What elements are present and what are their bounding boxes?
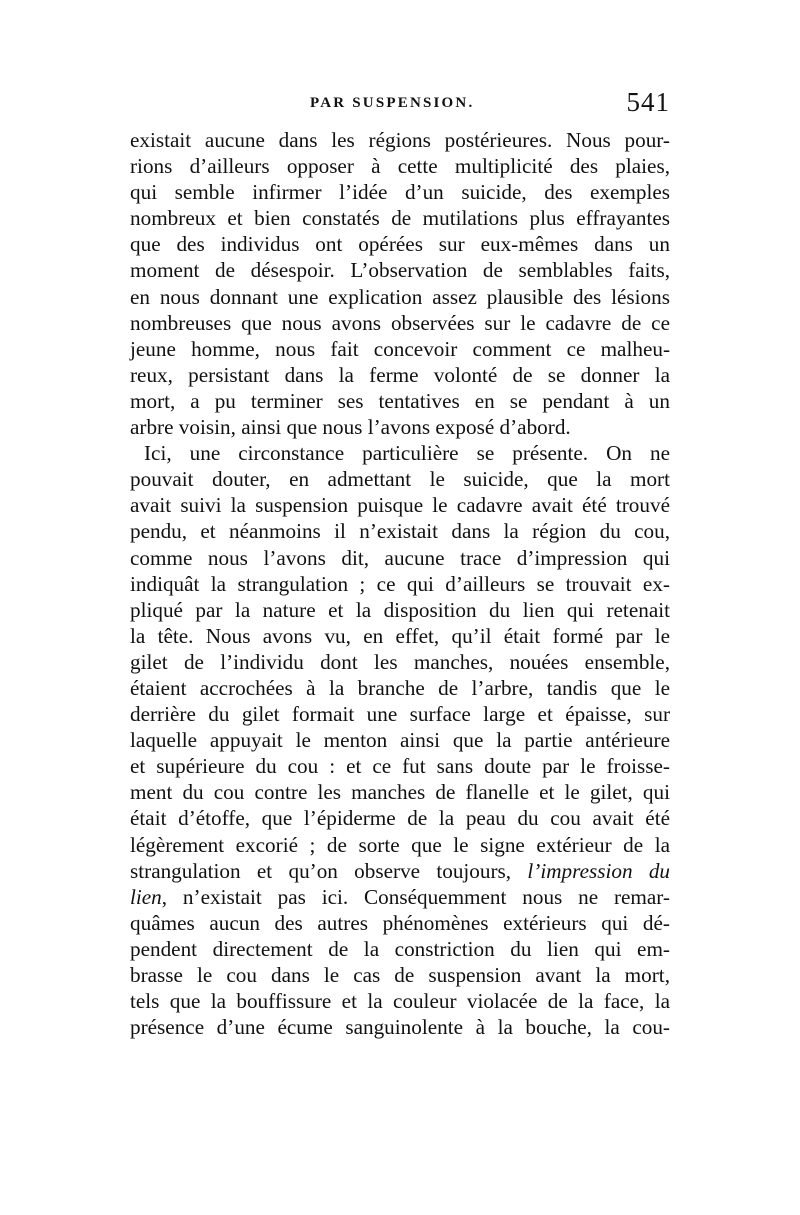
text-line: présence d’une écume sanguinolente à la bouche, la cou- xyxy=(130,1015,670,1040)
text-line: comme nous l’avons dit, aucune trace d’impression qui xyxy=(130,545,670,570)
page-header xyxy=(135,87,670,125)
text-line: que des individus ont opérées sur eux-mêmes dans un xyxy=(130,232,670,257)
page-number: 541 xyxy=(626,87,670,117)
text-line: pendent directement de la constriction du lien qui em- xyxy=(130,936,670,961)
text-line: arbre voisin, ainsi que nous l’avons exposé d’abord. xyxy=(130,415,571,440)
text-line: avait suivi la suspension puisque le cadavre avait été trouvé xyxy=(130,493,670,518)
body-text xyxy=(130,127,670,1040)
text-line: étaient accrochées à la branche de l’arbre, tandis que le xyxy=(130,675,670,700)
text-fragment: , n’existait pas ici. Conséquemment nous ne remar- xyxy=(161,884,670,909)
text-line: rions d’ailleurs opposer à cette multiplicité des plaies, xyxy=(130,154,670,179)
text-line: qui semble infirmer l’idée d’un suicide, des exemples xyxy=(130,180,670,205)
text-line: nombreux et bien constatés de mutilations plus effrayantes xyxy=(130,206,670,231)
text-line: pendu, et néanmoins il n’existait dans la région du cou, xyxy=(130,519,670,544)
text-line xyxy=(130,858,670,884)
text-line: moment de désespoir. L’observation de semblables faits, xyxy=(130,258,670,283)
text-line: jeune homme, nous fait concevoir comment ce malheu- xyxy=(130,336,670,361)
text-line: mort, a pu terminer ses tentatives en se pendant à un xyxy=(130,388,670,413)
text-fragment: strangulation et qu’on observe toujours, xyxy=(130,858,512,883)
text-line: laquelle appuyait le menton ainsi que la partie antérieure xyxy=(130,728,670,753)
text-line: légèrement excorié ; de sorte que le signe extérieur de la xyxy=(130,832,670,857)
text-line: pouvait douter, en admettant le suicide, que la mort xyxy=(130,467,670,492)
text-line: existait aucune dans les régions postérieures. Nous pour- xyxy=(130,128,670,152)
text-line: quâmes aucun des autres phénomènes extérieurs qui dé- xyxy=(130,910,670,935)
text-line: était d’étoffe, que l’épiderme de la peau du cou avait été xyxy=(130,806,670,831)
text-line: reux, persistant dans la ferme volonté de se donner la xyxy=(130,362,670,387)
text-line: la tête. Nous avons vu, en effet, qu’il était formé par le xyxy=(130,623,670,648)
text-line xyxy=(130,884,670,910)
italic-fragment: l’impression du xyxy=(527,858,671,883)
text-line: nombreuses que nous avons observées sur le cadavre de ce xyxy=(130,310,670,335)
text-line: indiquât la strangulation ; ce qui d’ailleurs se trouvait ex- xyxy=(130,571,670,596)
text-line: gilet de l’individu dont les manches, nouées ensemble, xyxy=(130,649,670,674)
text-line: et supérieure du cou : et ce fut sans doute par le froisse- xyxy=(130,754,670,779)
text-line: pliqué par la nature et la disposition du lien qui retenait xyxy=(130,597,670,622)
running-title: PAR SUSPENSION. xyxy=(310,95,475,111)
text-line: derrière du gilet formait une surface large et épaisse, sur xyxy=(130,702,670,727)
text-line: brasse le cou dans le cas de suspension avant la mort, xyxy=(130,963,670,987)
text-line: tels que la bouffissure et la couleur violacée de la face, la xyxy=(130,989,670,1014)
text-line: Ici, une circonstance particulière se présente. On ne xyxy=(144,441,670,466)
text-line: ment du cou contre les manches de flanelle et le gilet, qui xyxy=(130,780,670,805)
text-line: en nous donnant une explication assez plausible des lésions xyxy=(130,284,670,309)
italic-fragment: lien xyxy=(130,884,162,909)
